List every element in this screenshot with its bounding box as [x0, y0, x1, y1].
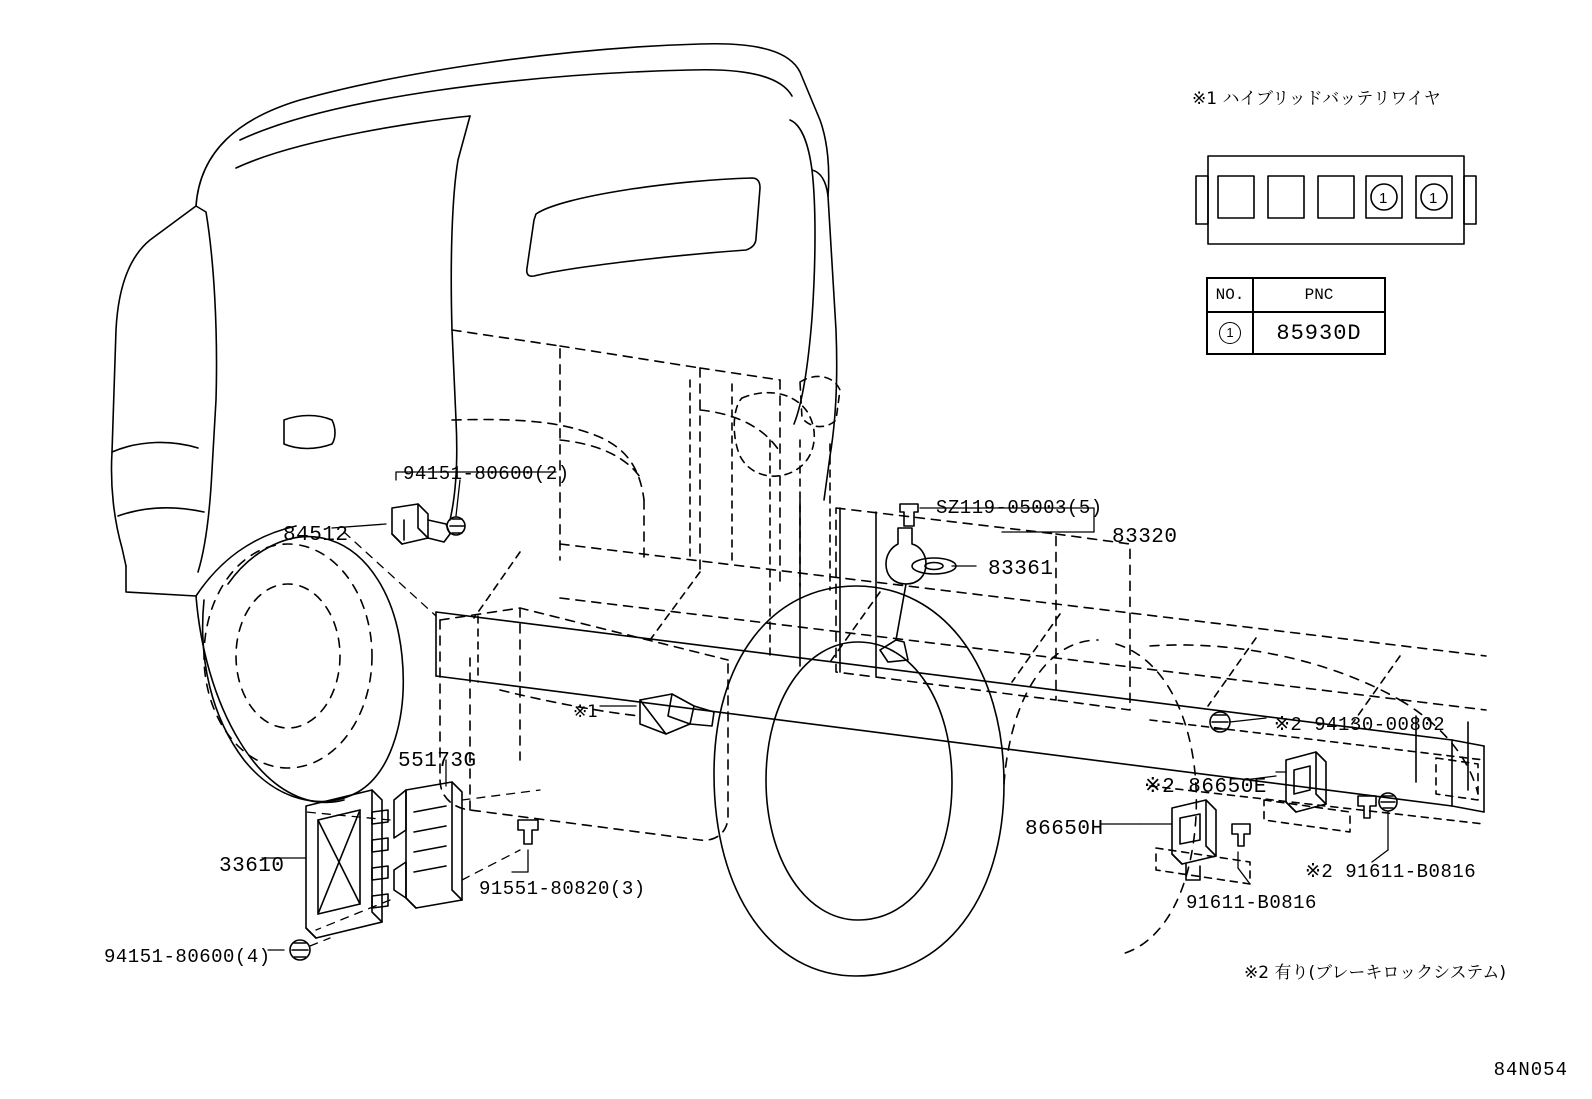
pnc-table-header-row: [1207, 278, 1385, 312]
drawing-number: 84N054: [1493, 1059, 1568, 1081]
pnc-header-pnc: PNC: [1253, 278, 1385, 312]
callout-sz119-05003-5: SZ119-05003(5): [936, 497, 1103, 519]
callout-91611-b0816: 91611-B0816: [1186, 892, 1317, 914]
callout-84512: 84512: [283, 524, 349, 547]
callout-91551-80820-3: 91551-80820(3): [479, 878, 646, 900]
note-hybrid-battery-wire: ※1 ハイブリッドバッテリワイヤ: [1192, 89, 1441, 109]
pnc-row-no: [1207, 312, 1253, 354]
svg-text:1: 1: [1429, 190, 1438, 207]
pnc-table-row: [1207, 312, 1385, 354]
pnc-header-no: NO.: [1207, 278, 1253, 312]
callout-86650e: ※2 86650E: [1144, 776, 1267, 799]
callout-note1-reference: ※1: [573, 702, 599, 722]
callout-91611-b0816-note2: ※2 91611-B0816: [1305, 861, 1477, 883]
callout-55173g: 55173G: [398, 750, 477, 773]
note-brake-lock-system: ※2 有り(ブレーキロックシステム): [1244, 963, 1507, 983]
callout-94151-80600-4: 94151-80600(4): [104, 946, 271, 968]
callout-33610: 33610: [219, 855, 285, 878]
pnc-row-value: 85930D: [1253, 312, 1385, 354]
pnc-table: [1206, 277, 1386, 355]
callout-83361: 83361: [988, 558, 1054, 581]
callout-83320: 83320: [1112, 526, 1178, 549]
callout-94151-80600-2: 94151-80600(2): [403, 463, 570, 485]
callout-86650h: 86650H: [1025, 818, 1104, 841]
callout-circle-1: 1: [1219, 322, 1241, 344]
svg-text:1: 1: [1379, 190, 1388, 207]
callout-94130-00802: ※2 94130-00802: [1274, 714, 1446, 736]
